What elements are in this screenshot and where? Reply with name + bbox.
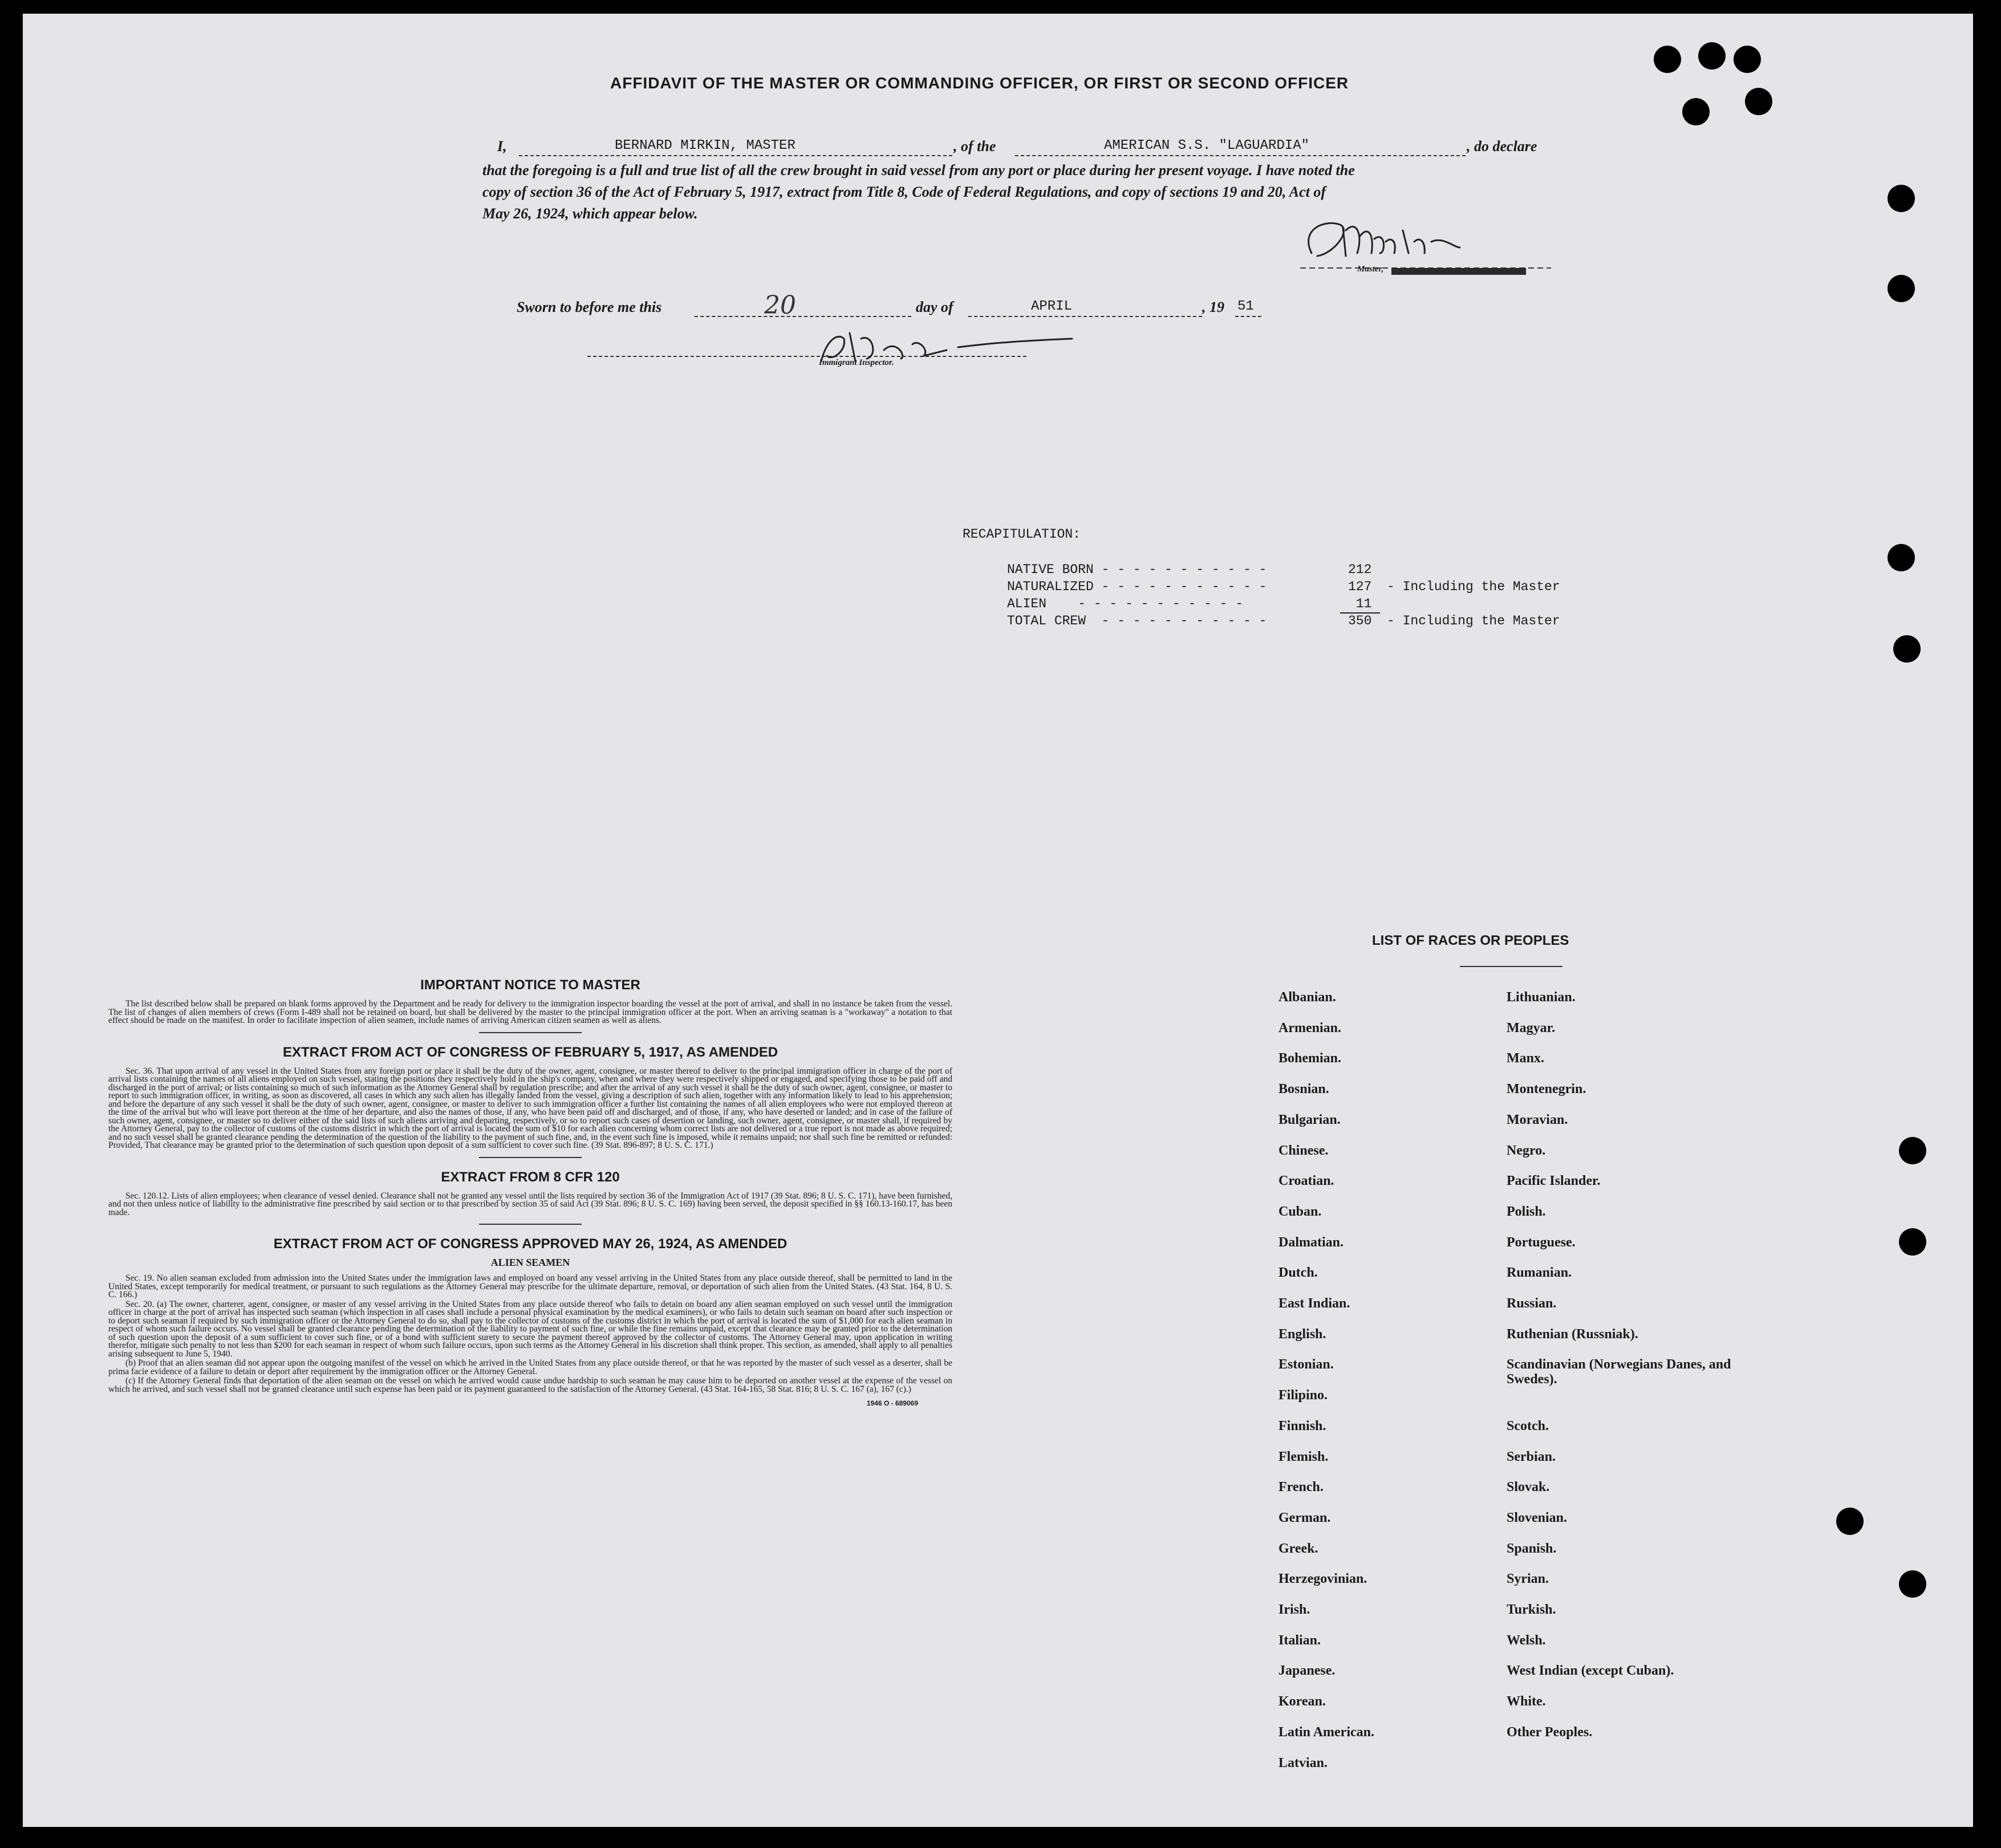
extract-1924-subtitle: ALIEN SEAMEN	[490, 1257, 570, 1268]
do-declare-label: , do declare	[1467, 138, 1537, 155]
extract-1917-text	[108, 1067, 952, 1150]
section-rule	[479, 1224, 582, 1225]
recap-value: 11	[1348, 596, 1372, 611]
race-item: Herzegovinian.	[1278, 1571, 1367, 1587]
race-item: Estonian.	[1278, 1357, 1334, 1372]
race-item: Flemish.	[1278, 1449, 1329, 1464]
vessel-name-value: AMERICAN S.S. "LAGUARDIA"	[1104, 138, 1310, 153]
race-item: Turkish.	[1507, 1602, 1556, 1617]
race-item: Dutch.	[1278, 1265, 1318, 1281]
year-prefix: , 19	[1202, 299, 1224, 315]
race-item: Slovak.	[1507, 1480, 1550, 1495]
race-item: Ruthenian (Russniak).	[1507, 1326, 1638, 1342]
race-item: Latin American.	[1278, 1724, 1374, 1740]
recap-row	[1007, 579, 1560, 596]
race-item: Irish.	[1278, 1602, 1310, 1617]
race-item: Cuban.	[1278, 1204, 1322, 1219]
legal-column	[108, 977, 952, 1407]
extract-1924-title: EXTRACT FROM ACT OF CONGRESS APPROVED MAY 26, 1924, AS AMENDED	[273, 1236, 788, 1252]
notice-paragraph: The list described below shall be prepared on blank forms approved by the Department and be ready for delivery to the immigration inspector boarding the vessel at the port of arrival, and shall in no instance be taken from the vessel. The list of changes of alien members of crews (Form I-489 shall not be retained on board, but shall be delivered by the master to the principal immigration officer at the port. When an arriving seaman is a "workaway" a notation to that effect should be made on the manifest. In order to facilitate inspection of alien seamen, include names of arriving American citizen seamen as well as aliens.	[108, 999, 952, 1025]
race-item: Armenian.	[1278, 1020, 1341, 1035]
declaration-line-2: copy of section 36 of the Act of February 5, 1917, extract from Title 8, Code of Federal Regulations, and copy of sections 19 and 20, Act of	[482, 184, 1326, 200]
recap-table	[1007, 562, 1560, 631]
recap-label: TOTAL CREW	[1007, 614, 1086, 628]
master-name-line	[519, 155, 952, 156]
recap-label: NATURALIZED	[1007, 579, 1094, 594]
i-word: I,	[497, 138, 507, 155]
day-value: 20	[764, 291, 796, 320]
race-item: Pacific Islander.	[1507, 1173, 1601, 1189]
race-item: Russian.	[1507, 1296, 1557, 1311]
race-item: Japanese.	[1278, 1663, 1336, 1679]
recap-label: ALIEN	[1007, 596, 1047, 611]
race-item: East Indian.	[1278, 1296, 1350, 1311]
recap-row	[1007, 614, 1560, 631]
notice-text	[108, 1000, 952, 1025]
race-item: Montenegrin.	[1507, 1082, 1586, 1097]
recap-note: - Including the Master	[1387, 579, 1560, 594]
race-item: Finnish.	[1278, 1418, 1326, 1433]
race-item: Albanian.	[1278, 990, 1336, 1005]
recap-value: 127	[1348, 579, 1372, 594]
race-item: Rumanian.	[1507, 1265, 1572, 1281]
race-item: Filipino.	[1278, 1388, 1328, 1403]
recap-leader: - - - - - - - - - - -	[1093, 562, 1267, 577]
master-caption: Master,	[1357, 265, 1384, 274]
day-of-label: day of	[916, 299, 953, 315]
race-item: German.	[1278, 1510, 1331, 1525]
race-item: Croatian.	[1278, 1173, 1334, 1189]
extract-cfr-text	[108, 1192, 952, 1217]
recap-value: 212	[1348, 562, 1372, 577]
race-item: Bulgarian.	[1278, 1112, 1341, 1127]
year-value: 51	[1237, 299, 1254, 314]
race-item: Chinese.	[1278, 1143, 1329, 1158]
race-item: Other Peoples.	[1507, 1724, 1593, 1740]
race-item: Bosnian.	[1278, 1082, 1329, 1097]
punch-hole	[1745, 88, 1772, 115]
race-item: Dalmatian.	[1278, 1234, 1344, 1250]
extract-cfr-paragraph: Sec. 120.12. Lists of alien employees; when clearance of vessel denied. Clearance shall not be granted any vessel until the lists required by section 36 of the Immigration Act of 1917 (39 Stat. 896; 8 U. S. C. 171), have been furnished, and not then unless notice of liability to the administrative fine prescribed by said section or to that prescribed by section 35 of said Act (39 Stat. 896; 8 U. S. C. 169) having been served, the deposit specified in §§ 160.13-160.17, has been made.	[108, 1191, 952, 1217]
day-line	[695, 316, 911, 317]
extract-1917-paragraph: Sec. 36. That upon arrival of any vessel in the United States from any foreign port or place it shall be the duty of the owner, agent, consignee, or master thereof to deliver to the principal immigration officer in charge of the port of arrival lists containing the names of all aliens employed on such vessel, stating the positions they respectively hold in the ship's company, when and where they were respectively shipped or engaged, and specifying those to be paid off and discharged in the port of arrival; or lists containing so much of such information as the Attorney General shall by regulation prescribe; and after the arrival of any such vessel it shall be the duty of such owner, agent, consignee, or master to report to such immigration officer, in writing, as soon as discovered, all cases in which any such alien has illegally landed from the vessel, giving a description of such alien, together with any information likely to lead to his apprehension; and before the departure of any such vessel it shall be the duty of such owner, agent, consignee, or master to deliver to such immigration officer a further list containing the names of all alien employees who were not employed thereon at the time of the arrival but who will leave port thereon at the time of her departure, and also the names of those, if any, who have been paid off and discharged, and of those, if any, who have deserted or landed; and in case of the failure of such owner, agent, consignee, or master so to deliver either of the said lists of such aliens arriving and departing, respectively, or so to report such cases of desertion or landing, such owner, agent, consignee, or master shall, if required by the Attorney General, pay to the collector of customs of the customs district in which the port of arrival is located the sum of $10 for each alien concerning whom correct lists are not delivered or a true report is not made as above required; and no such vessel shall be granted clearance pending the determination of the question of the liability to the payment of such fine, and, in the event such fine is imposed, while it remains unpaid; nor shall such fine be remitted or refunded: Provided, That clearance may be granted prior to the determination of such question upon deposit of a sum sufficient to cover such fine. (39 Stat. 896-897; 8 U. S. C. 171.)	[108, 1066, 952, 1150]
inspector-caption: Immigrant Inspector.	[819, 358, 894, 367]
punch-hole	[1888, 275, 1915, 302]
punch-hole	[1899, 1570, 1926, 1598]
month-line	[968, 316, 1202, 317]
punch-hole	[1734, 46, 1761, 73]
race-item: Italian.	[1278, 1632, 1321, 1648]
sec-20c-paragraph: (c) If the Attorney General finds that deportation of the alien seaman on the vessel on which he arrived would cause undue hardship to such seaman he may cause him to be deported on another vessel at the expense of the vessel on which he arrived, and such vessel shall not be granted clearance until such expense has been paid or its payment guaranteed to the satisfaction of the Attorney General. (43 Stat. 164-165, 58 Stat. 816; 8 U. S. C. 167 (a), 167 (c).)	[108, 1376, 952, 1394]
race-item: White.	[1507, 1694, 1546, 1709]
races-title: LIST OF RACES OR PEOPLES	[1372, 933, 1569, 948]
recap-row	[1007, 562, 1372, 579]
recap-label: NATIVE BORN	[1007, 562, 1094, 577]
punch-hole	[1836, 1508, 1864, 1535]
year-line	[1235, 316, 1261, 317]
race-item: Greek.	[1278, 1541, 1318, 1556]
punch-hole	[1682, 98, 1710, 125]
recap-heading: RECAPITULATION:	[963, 527, 1081, 542]
master-signature	[1289, 213, 1551, 276]
affidavit-title: AFFIDAVIT OF THE MASTER OR COMMANDING OFFICER, OR FIRST OR SECOND OFFICER	[610, 74, 1349, 92]
recap-row	[1007, 596, 1372, 614]
race-item: Bohemian.	[1278, 1051, 1342, 1066]
race-item: Polish.	[1507, 1204, 1546, 1219]
punch-hole	[1654, 46, 1681, 73]
race-item: Spanish.	[1507, 1541, 1557, 1556]
month-value: APRIL	[1031, 299, 1073, 314]
race-item: Lithuanian.	[1507, 990, 1576, 1005]
race-item: Syrian.	[1507, 1571, 1549, 1587]
vessel-name-line	[1015, 155, 1466, 156]
document-page	[23, 14, 1973, 1827]
punch-hole	[1888, 544, 1915, 571]
race-item: Scandinavian (Norwegians Danes, and Swedes).	[1507, 1357, 1731, 1387]
races-title-rule	[1460, 966, 1562, 967]
race-item: Moravian.	[1507, 1112, 1568, 1127]
recap-leader: - - - - - - - - - - -	[1093, 579, 1267, 594]
race-item: Latvian.	[1278, 1755, 1328, 1770]
race-item: Serbian.	[1507, 1449, 1556, 1464]
declaration-line-1: that the foregoing is a full and true list of all the crew brought in said vessel from any port or place during her present voyage. I have noted the	[482, 162, 1355, 178]
race-item: Negro.	[1507, 1143, 1546, 1158]
race-item: French.	[1278, 1480, 1324, 1495]
recap-note: - Including the Master	[1387, 614, 1560, 628]
punch-hole	[1698, 42, 1726, 70]
race-item: Slovenian.	[1507, 1510, 1568, 1525]
race-item: Scotch.	[1507, 1418, 1549, 1433]
sec-19-paragraph: Sec. 19. No alien seaman excluded from admission into the United States under the immigration laws and employed on board any vessel arriving in the United States from any place outside thereof, shall be permitted to land in the United States, except temporarily for medical treatment, or pursuant to such regulations as the Attorney General may prescribe for the ultimate departure, removal, or deportation of such alien from the United States. (43 Stat. 164, 8 U. S. C. 166.)	[108, 1273, 952, 1299]
race-item: Portuguese.	[1507, 1234, 1576, 1250]
extract-1924-text	[108, 1274, 952, 1394]
master-name-value: BERNARD MIRKIN, MASTER	[615, 138, 795, 153]
extract-1917-title: EXTRACT FROM ACT OF CONGRESS OF FEBRUARY 5, 1917, AS AMENDED	[282, 1044, 778, 1060]
recap-leader: - - - - - - - - - - -	[1046, 596, 1244, 611]
sworn-label: Sworn to before me this	[517, 299, 662, 315]
sec-20b-paragraph: (b) Proof that an alien seaman did not appear upon the outgoing manifest of the vessel on which he arrived in the United States from any place outside thereof, or that he was reported by the master of such vessel as a deserter, shall be prima facie evidence of a failure to detain or deport after requirement by the immigration officer or the Attorney General.	[108, 1358, 952, 1376]
race-item: Korean.	[1278, 1694, 1326, 1709]
race-item: Welsh.	[1507, 1632, 1546, 1648]
punch-hole	[1899, 1137, 1926, 1164]
extract-cfr-title: EXTRACT FROM 8 CFR 120	[441, 1169, 620, 1185]
recap-value: 350	[1348, 614, 1372, 628]
race-item: Manx.	[1507, 1051, 1544, 1066]
punch-hole	[1893, 635, 1921, 663]
punch-hole	[1888, 185, 1915, 212]
sec-20a-paragraph: Sec. 20. (a) The owner, charterer, agent, consignee, or master of any vessel arriving in the United States from any place outside thereof who fails to detain on board any alien seaman employed on such vessel until the immigration officer in charge at the port of arrival has inspected such seaman (which inspection in all cases shall include a personal physical examination by the medical examiners), or who fails to detain such seaman on board after such inspection or to deport such seaman if required by such immigration officer or the Attorney General to do so, shall pay to the collector of customs of the customs district in which the port of arrival is located the sum of $1,000 for each alien seaman in respect of whom such failure occurs. No vessel shall be granted clearance pending the determination of the liability to payment of such fine, or while the fine remains unpaid, except that clearance may be granted prior to the determination of such question upon the deposit of a sum sufficient to cover such fine, or of a bond with sufficient surety to secure the payment thereof approved by the collector of customs. The Attorney General may, upon application in writing therefor, mitigate such penalty to not less than $200 for each seaman in respect of whom such failure occurs, upon such terms as the Attorney General in his discretion shall think proper. This section, as amended, shall apply to all penalties arising subsequent to June 5, 1940.	[108, 1299, 952, 1359]
race-item: English.	[1278, 1326, 1326, 1342]
declaration-line-3: May 26, 1924, which appear below.	[482, 205, 698, 222]
section-rule	[479, 1157, 582, 1158]
of-the-label: , of the	[953, 138, 996, 155]
recap-leader: - - - - - - - - - - -	[1086, 614, 1267, 628]
redacted-title	[1391, 268, 1526, 275]
punch-hole	[1899, 1228, 1926, 1256]
race-item: West Indian (except Cuban).	[1507, 1663, 1674, 1679]
race-item: Magyar.	[1507, 1020, 1556, 1035]
print-code: 1946 O - 689069	[866, 1399, 918, 1407]
notice-title: IMPORTANT NOTICE TO MASTER	[420, 977, 640, 993]
section-rule	[479, 1032, 582, 1033]
